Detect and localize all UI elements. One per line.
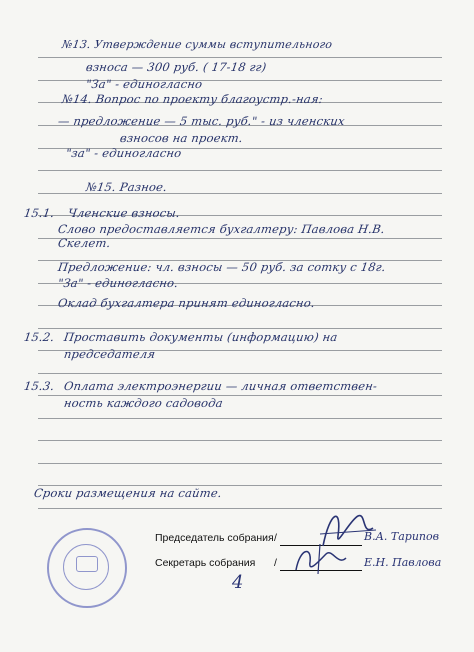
- secretary-separator: /: [274, 557, 277, 569]
- secretary-signature-scribble: [290, 540, 350, 578]
- chairman-name: В.А. Тарипов: [364, 530, 440, 543]
- seal-inner-ring: [63, 544, 109, 590]
- item-14-line-4: "за" - единогласно: [65, 146, 183, 160]
- item-15-heading: №15. Разное.: [85, 180, 169, 194]
- item-15-1-line-6: Оклад бухгалтера принят единогласно.: [57, 296, 316, 310]
- item-15-2-number: 15.2.: [23, 330, 56, 344]
- item-13-line-1: №13. Утверждение суммы вступительного: [61, 38, 334, 51]
- item-15-1-number: 15.1.: [23, 206, 56, 220]
- secretary-label: Секретарь собрания: [155, 557, 256, 569]
- item-15-2-line-2: председателя: [63, 347, 157, 361]
- item-15-1-line-3: Скелет.: [57, 236, 112, 250]
- ruled-line: [38, 373, 442, 374]
- ruled-line: [38, 508, 442, 509]
- item-13-line-2: взноса — 300 руб. ( 17-18 гг): [85, 60, 268, 74]
- ruled-line: [38, 440, 442, 441]
- item-15-1-line-4: Предложение: чл. взносы — 50 руб. за сотку с 18г.: [57, 260, 387, 274]
- ruled-line: [38, 463, 442, 464]
- item-15-3-line-1: Оплата электроэнергии — личная ответствен-: [63, 379, 379, 393]
- ruled-line: [38, 170, 442, 171]
- item-15-1-line-1: Членские взносы.: [67, 206, 181, 220]
- ruled-line: [38, 57, 442, 58]
- item-15-2-line-1: Проставить документы (информацию) на: [63, 330, 339, 344]
- secretary-name: Е.Н. Павлова: [364, 556, 442, 569]
- chairman-separator: /: [274, 532, 277, 544]
- item-13-line-3: "За" - единогласно: [85, 77, 204, 91]
- item-15-1-line-2: Слово предоставляется бухгалтеру: Павлова Н.В.: [57, 222, 386, 236]
- chairman-label: Председатель собрания: [155, 532, 274, 544]
- item-14-line-3: взносов на проект.: [119, 131, 244, 145]
- item-15-3-number: 15.3.: [23, 379, 56, 393]
- item-14-line-1: №14. Вопрос по проекту благоустр.-ная:: [61, 92, 324, 106]
- item-15-3-line-2: ность каждого садовода: [63, 396, 224, 410]
- page-number: 4: [232, 572, 244, 593]
- organization-seal: [47, 528, 127, 608]
- ruled-line: [38, 328, 442, 329]
- ruled-line: [38, 418, 442, 419]
- seal-emblem: [76, 556, 98, 572]
- item-15-1-line-5: "За" - единогласно.: [57, 276, 180, 290]
- deadlines-note: Сроки размещения на сайте.: [33, 486, 223, 500]
- item-14-line-2: — предложение — 5 тыс. руб." - из членских: [57, 114, 346, 128]
